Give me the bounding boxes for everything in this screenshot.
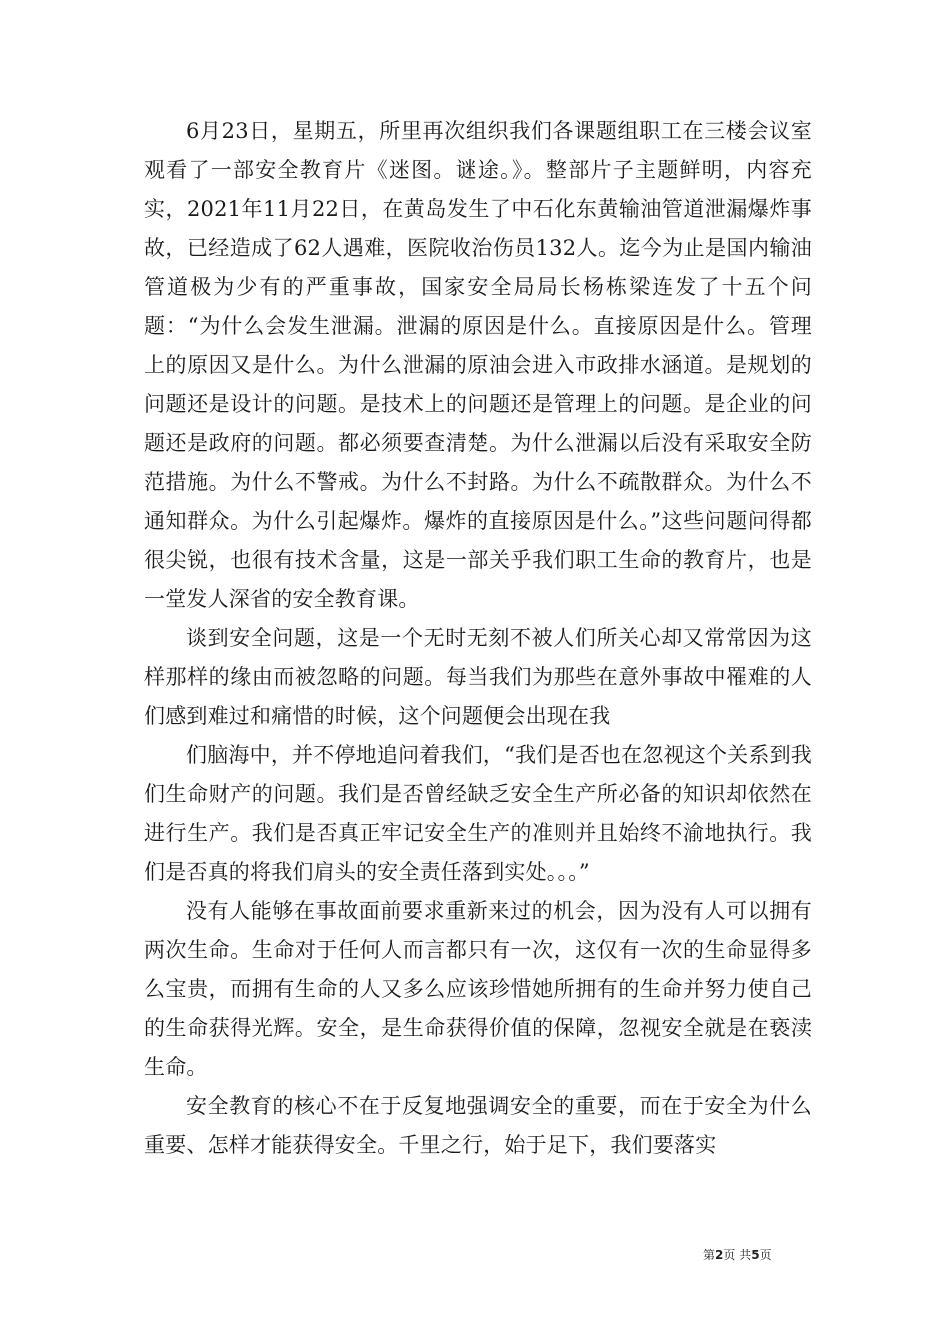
paragraph-3: 们脑海中，并不停地追问着我们，“我们是否也在忽视这个关系到我们生命财产的问题。我们是否曾经缺乏安全生产所必备的知识却依然在进行生产。我们是否真正牢记安全生产的准则并且始终不渝地执行。我们是否真的将我们肩头的安全责任落到实处。。。” (144, 743, 812, 884)
document-body (144, 112, 812, 1165)
paragraph-5: 安全教育的核心不在于反复地强调安全的重要，而在于安全为什么重要、怎样才能获得安全。千里之行，始于足下，我们要落实 (144, 1094, 812, 1157)
footer-prefix: 第 (703, 1248, 716, 1262)
footer-middle: 页 共 (723, 1248, 752, 1262)
paragraph-2: 谈到安全问题，这是一个无时无刻不被人们所关心却又常常因为这样那样的缘由而被忽略的问题。每当我们为那些在意外事故中罹难的人们感到难过和痛惜的时候，这个问题便会出现在我 (144, 626, 812, 728)
paragraph-1: 6月23日，星期五，所里再次组织我们各课题组职工在三楼会议室观看了一部安全教育片《迷图。谜途。》。整部片子主题鲜明，内容充实，2021年11月22日，在黄岛发生了中石化东黄输油管道泄漏爆炸事故，已经造成了62人遇难，医院收治伤员132人。迄今为止是国内输油管道极为少有的严重事故，国家安全局局长杨栋梁连发了十五个问题：“为什么会发生泄漏。泄漏的原因是什么。直接原因是什么。管理上的原因又是什么。为什么泄漏的原油会进入市政排水涵道。是规划的问题还是设计的问题。是技术上的问题还是管理上的问题。是企业的问题还是政府的问题。都必须要查清楚。为什么泄漏以后没有采取安全防范措施。为什么不警戒。为什么不封路。为什么不疏散群众。为什么不通知群众。为什么引起爆炸。爆炸的直接原因是什么。”这些问题问得都很尖锐，也很有技术含量，这是一部关乎我们职工生命的教育片，也是一堂发人深省的安全教育课。 (144, 119, 812, 611)
footer-suffix: 页 (759, 1248, 772, 1262)
page-number-footer (703, 1247, 772, 1263)
total-pages-number: 5 (751, 1248, 760, 1262)
paragraph-4: 没有人能够在事故面前要求重新来过的机会，因为没有人可以拥有两次生命。生命对于任何人而言都只有一次，这仅有一次的生命显得多么宝贵，而拥有生命的人又多么应该珍惜她所拥有的生命并努力使自己的生命获得光辉。安全，是生命获得价值的保障，忽视安全就是在亵渎生命。 (144, 899, 812, 1079)
current-page-number: 2 (715, 1248, 724, 1262)
